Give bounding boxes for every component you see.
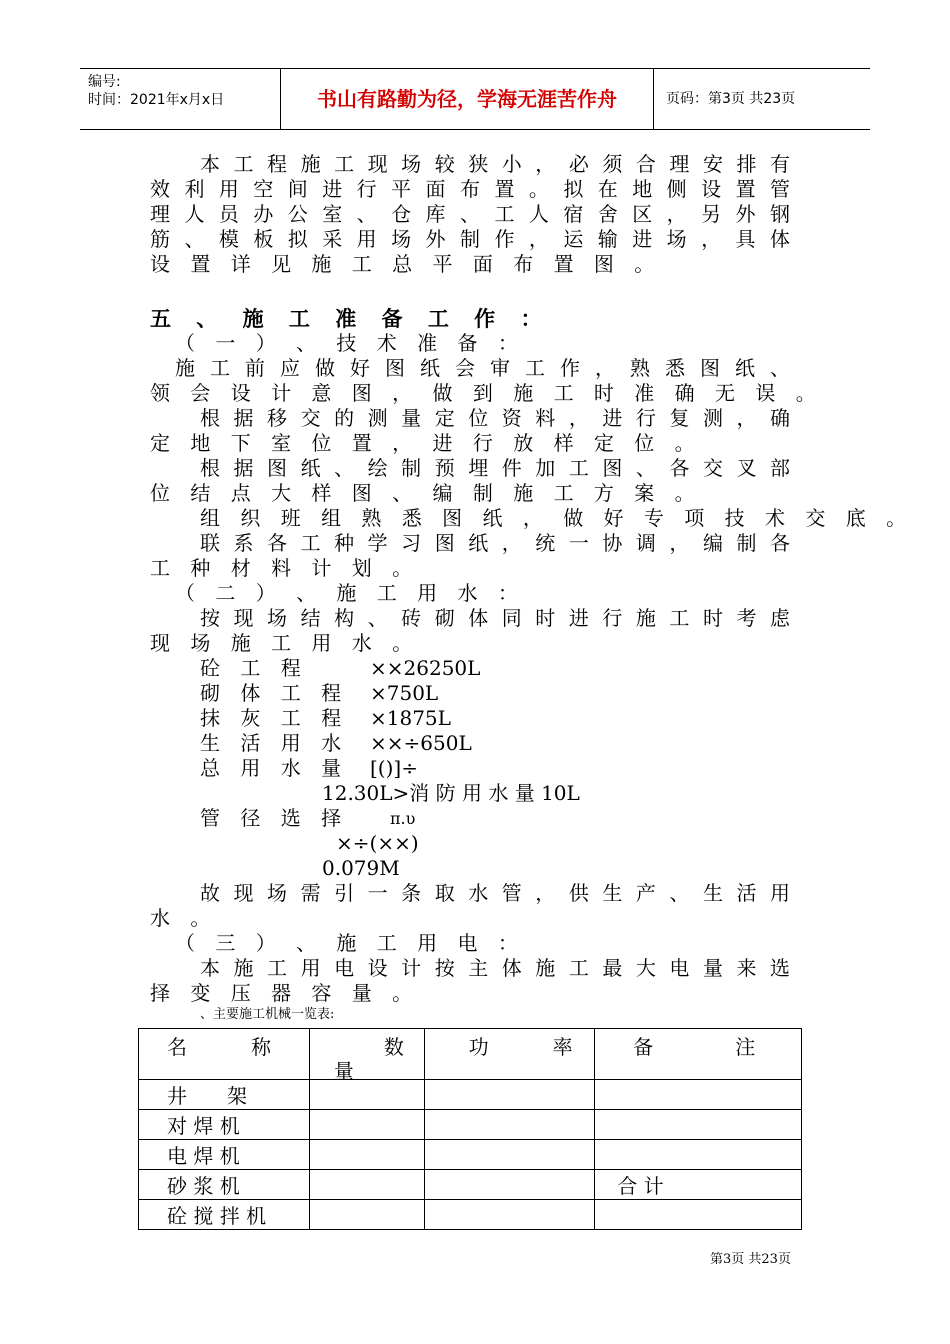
document-body (150, 152, 914, 1024)
calc-row (150, 706, 790, 731)
calc-value: ×750L (370, 681, 439, 705)
page-footer: 第3页 共23页 (710, 1252, 791, 1267)
machinery-table (138, 1028, 802, 1230)
paragraph-line: 现 场 施 工 用 水 。 (150, 631, 420, 655)
calc-total-line: 12.30L>消 防 用 水 量 10L (322, 781, 580, 805)
subsection-heading: （ 三 ） 、 施 工 用 电 ： (175, 931, 525, 955)
paragraph-line: 择 变 压 器 容 量 。 (150, 981, 420, 1005)
table-header-row (139, 1029, 802, 1080)
calc-value: ××26250L (370, 656, 481, 680)
pipe-result: 0.079M (322, 856, 400, 880)
paragraph-line: 施 工 前 应 做 好 图 纸 会 审 工 作 ， 熟 悉 图 纸 、 (175, 356, 790, 380)
calc-label: 砌 体 工 程 (200, 681, 349, 705)
machine-name: 砼 搅 拌 机 (139, 1200, 310, 1230)
calc-value: [()]÷ (370, 756, 418, 780)
header-name: 名 称 (139, 1029, 310, 1080)
machine-name: 砂 浆 机 (139, 1170, 310, 1200)
doc-id-label: 编号: (88, 74, 121, 90)
paragraph-line: 按 现 场 结 构 、 砖 砌 体 同 时 进 行 施 工 时 考 虑 (200, 606, 790, 630)
header-motto: 书山有路勤为径，学海无涯苦作舟 (281, 69, 654, 129)
paragraph-line: 组 织 班 组 熟 悉 图 纸 ， 做 好 专 项 技 术 交 底 。 (200, 506, 914, 530)
calc-label: 抹 灰 工 程 (200, 706, 349, 730)
machine-name: 电 焊 机 (139, 1140, 310, 1170)
paragraph-line: 位 结 点 大 样 图 、 编 制 施 工 方 案 。 (150, 481, 702, 505)
machine-name: 井 架 (139, 1080, 310, 1110)
header-quantity: 数 量 (309, 1029, 424, 1080)
subsection-heading: （ 一 ） 、 技 术 准 备 ： (175, 331, 525, 355)
pipe-row (150, 806, 790, 831)
intro-line: 效 利 用 空 间 进 行 平 面 布 置 。 拟 在 地 侧 设 置 管 (150, 177, 790, 201)
table-row (139, 1110, 802, 1140)
pipe-formula: ×÷(××) (336, 831, 419, 855)
table-caption: 、主要施工机械一览表: (200, 1007, 335, 1022)
table-row (139, 1080, 802, 1110)
header-remarks: 备 注 (595, 1029, 802, 1080)
machine-name: 对 焊 机 (139, 1110, 310, 1140)
paragraph-line: 故 现 场 需 引 一 条 取 水 管 ， 供 生 产 、 生 活 用 (200, 881, 790, 905)
total-label: 合 计 (595, 1170, 802, 1200)
calc-row (150, 681, 790, 706)
intro-line: 筋 、 模 板 拟 采 用 场 外 制 作 ， 运 输 进 场 ， 具 体 (150, 227, 790, 251)
header-meta (80, 69, 281, 129)
calc-label: 砼 工 程 (200, 656, 308, 680)
calc-row (150, 656, 790, 681)
section-title: 五 、 施 工 准 备 工 作 ： (150, 306, 551, 331)
doc-time-label: 时间：2021年x月x日 (88, 92, 225, 108)
paragraph-line: 定 地 下 室 位 置 ， 进 行 放 样 定 位 。 (150, 431, 702, 455)
calc-label: 生 活 用 水 (200, 731, 349, 755)
table-row (139, 1140, 802, 1170)
intro-line: 设 置 详 见 施 工 总 平 面 布 置 图 。 (150, 252, 662, 276)
paragraph-line: 工 种 材 料 计 划 。 (150, 556, 420, 580)
subsection-heading: （ 二 ） 、 施 工 用 水 ： (175, 581, 525, 605)
calc-row (150, 731, 790, 756)
intro-line: 本 工 程 施 工 现 场 较 狭 小 ， 必 须 合 理 安 排 有 (200, 152, 790, 176)
paragraph-line: 根 据 移 交 的 测 量 定 位 资 料 ， 进 行 复 测 ， 确 (200, 406, 790, 430)
intro-line: 理 人 员 办 公 室 、 仓 库 、 工 人 宿 舍 区 ， 另 外 钢 (150, 202, 790, 226)
calc-label: 总 用 水 量 (200, 756, 349, 780)
paragraph-line: 联 系 各 工 种 学 习 图 纸 ， 统 一 协 调 ， 编 制 各 (200, 531, 790, 555)
table-row (139, 1200, 802, 1230)
calc-value: ××÷650L (370, 731, 472, 755)
paragraph-line: 水 。 (150, 906, 218, 930)
pipe-label: 管 径 选 择 (200, 806, 349, 830)
calc-row (150, 756, 790, 781)
table-row (139, 1170, 802, 1200)
paragraph-line: 根 据 图 纸 、 绘 制 预 埋 件 加 工 图 、 各 交 叉 部 (200, 456, 790, 480)
pipe-formula: π.υ (390, 809, 416, 828)
header-power: 功 率 (424, 1029, 595, 1080)
header-page-number: 页码：第3页 共23页 (666, 91, 796, 107)
calc-value: ×1875L (370, 706, 451, 730)
paragraph-line: 本 施 工 用 电 设 计 按 主 体 施 工 最 大 电 量 来 选 (200, 956, 790, 980)
page-header (80, 68, 870, 130)
paragraph-line: 领 会 设 计 意 图 ， 做 到 施 工 时 准 确 无 误 。 (150, 381, 823, 405)
